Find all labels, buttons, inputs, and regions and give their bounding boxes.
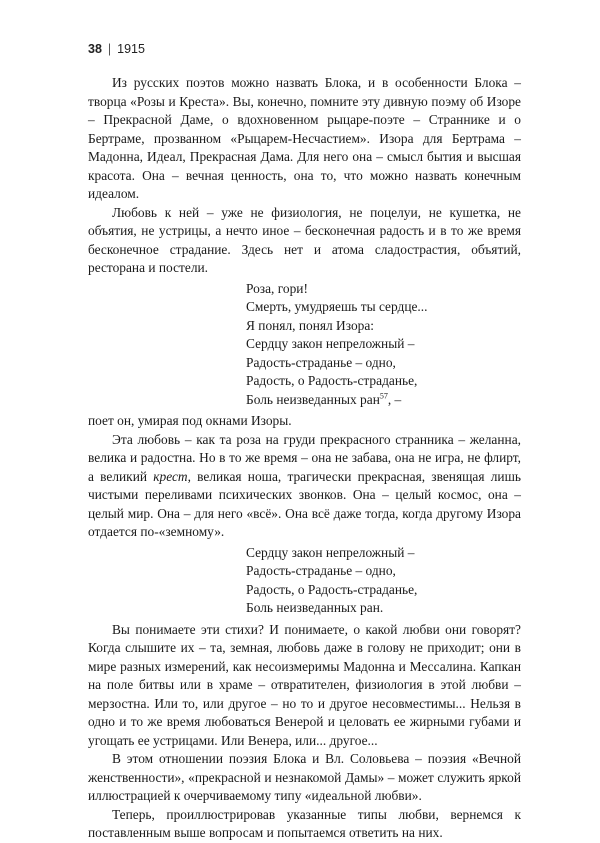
- verse-line: Радость, о Радость-страданье,: [246, 373, 418, 388]
- verse-line: Радость-страданье – одно,: [246, 354, 396, 370]
- paragraph-3: поет он, умирая под окнами Изоры.: [88, 413, 292, 428]
- paragraph-7: Теперь, проиллюстрировав указанные типы любви, вернемся к поставленным выше вопросам и попытаемся ответить на них.: [88, 806, 521, 840]
- paragraph-4: [88, 431, 521, 542]
- paragraph-4-end: , великая ноша, трагически прекрасная, звенящая лишь чистыми переливами психических звонков. Она – целый космос, она – целый мир. Она – для него «всё». Она всё даже тогда, когда другому Изора отдается по-«земному».: [88, 468, 521, 539]
- paragraph-5: Вы понимаете эти стихи? И понимаете, о какой любви они говорят? Когда слышите их – та, земная, любовь даже в голову не приходит; они в мире разных измерений, как несоизмеримы Мадонна и Мессалина. Капкан на поле битвы или в храме – отвратителен, физиология в этой любви – мерзостна. Или то, или другое – но то и другое несовместимы... Нельзя в одно и то же время любоваться Венерой и целовать ее жирными губами и угощать ее устрицами. Или Венера, или... другое...: [88, 621, 521, 748]
- verse-block-1: [246, 280, 521, 410]
- paragraph-6: В этом отношении поэзия Блока и Вл. Соловьева – поэзия «Вечной женственности», «прекрасной и незнакомой Дамы» – может служить яркой иллюстрацией к очерчиваемому типу «идеальной любви».: [88, 751, 521, 803]
- footnote-marker: 57: [379, 391, 388, 401]
- verse-line-tail: , –: [387, 391, 402, 407]
- running-header: [88, 42, 145, 56]
- verse-line: Сердцу закон непреложный –: [246, 544, 415, 560]
- page-body: [88, 74, 521, 843]
- verse-block-2: [246, 544, 521, 618]
- verse-line-text: Боль неизведанных ран: [246, 391, 380, 407]
- verse-line: Смерть, умудряешь ты сердце...: [246, 299, 428, 314]
- paragraph-1: Из русских поэтов можно назвать Блока, и в особенности Блока – творца «Розы и Креста». Вы, конечно, помните эту дивную поэму об Изоре – Прекрасной Даме, о вдохновенном рыцаре-поэте – Страннике и о Бертраме, прозванном «Рыцарем-Несчастием». Изора для Бертрама – Мадонна, Идеал, Прекрасная Дама. Для него она – смысл бытия и высшая красота. Она – вечная ценность, она то, что можно назвать конечным идеалом.: [88, 75, 521, 201]
- running-title: 1915: [117, 42, 145, 56]
- verse-line: Радость, о Радость-страданье,: [246, 581, 418, 597]
- verse-line: [246, 391, 521, 410]
- verse-line: Сердцу закон непреложный –: [246, 336, 415, 351]
- header-separator: |: [107, 42, 112, 56]
- italic-word: крест: [153, 468, 188, 484]
- verse-line: Я понял, понял Изора:: [246, 317, 374, 333]
- verse-line: Радость-страданье – одно,: [246, 563, 396, 578]
- page-number: 38: [88, 42, 102, 56]
- paragraph-4-start: Эта любовь – как та роза на груди прекрасного странника – желанна, велика и радостна. Но в то же время – она не забава, она не игра, не флирт, а великий: [88, 431, 521, 484]
- verse-line: Боль неизведанных ран.: [246, 600, 384, 615]
- paragraph-2: Любовь к ней – уже не физиология, не поцелуи, не кушетка, не объятия, не устрицы, а нечто иное – бесконечная радость и в то же время бесконечное страдание. Здесь нет и атома сладострастия, объятий, ресторана и постели.: [88, 204, 521, 275]
- verse-line: Роза, гори!: [246, 280, 308, 296]
